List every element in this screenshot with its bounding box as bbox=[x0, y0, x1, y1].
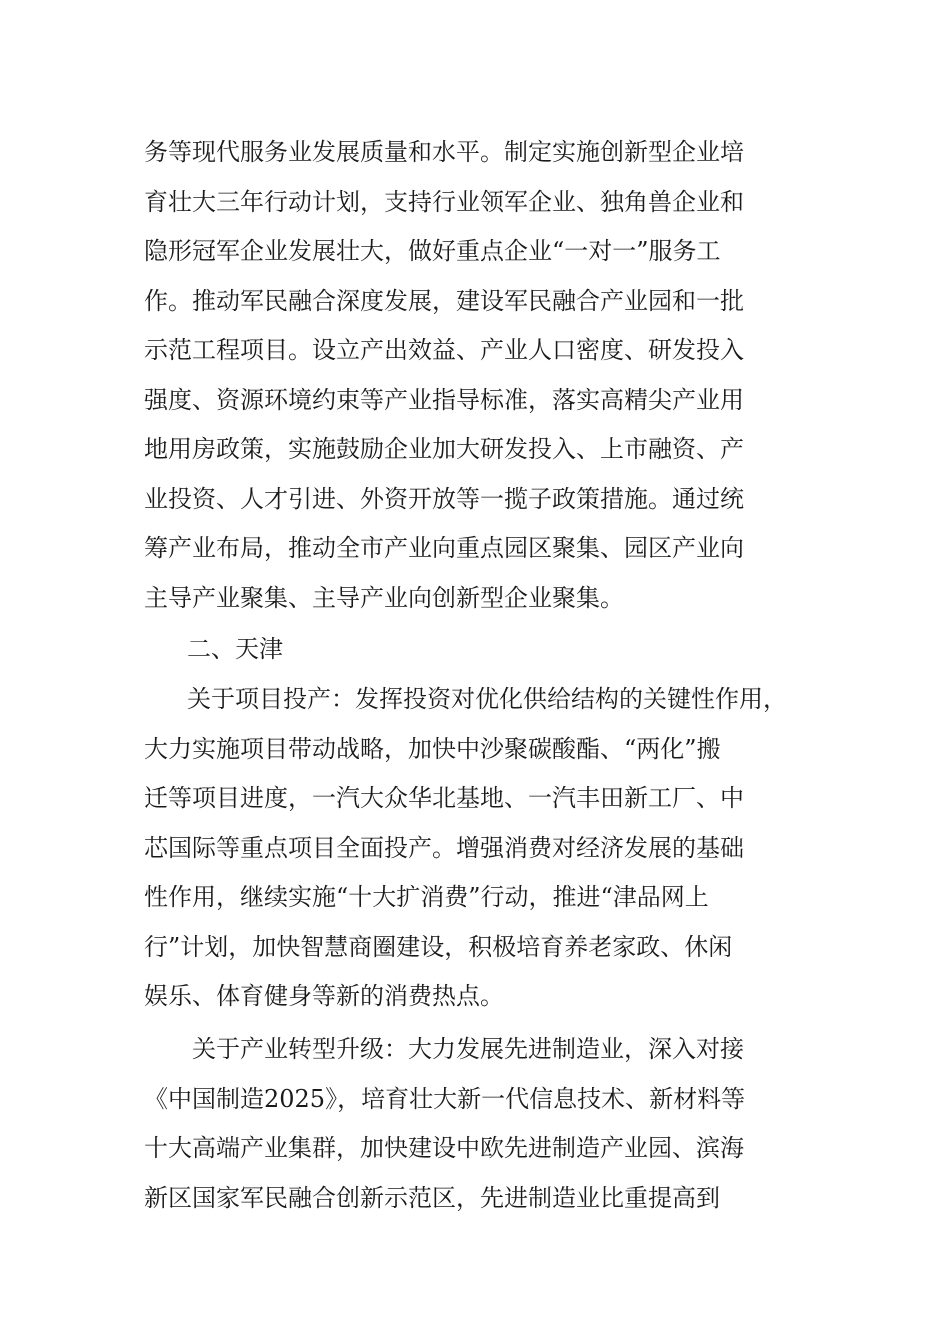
paragraph-line: 务等现代服务业发展质量和水平。制定实施创新型企业培 bbox=[144, 138, 744, 166]
paragraph-line: 业投资、人才引进、外资开放等一揽子政策措施。通过统 bbox=[144, 484, 744, 513]
paragraph-line: 示范工程项目。设立产出效益、产业人口密度、研发投入 bbox=[144, 336, 744, 364]
paragraph-line: 筹产业布局，推动全市产业向重点园区聚集、园区产业向 bbox=[144, 534, 744, 562]
paragraph-line: 新区国家军民融合创新示范区，先进制造业比重提高到 bbox=[144, 1183, 720, 1212]
paragraph-line: 主导产业聚集、主导产业向创新型企业聚集。 bbox=[144, 583, 624, 612]
paragraph-line: 《中国制造2025》，培育壮大新一代信息技术、新材料等 bbox=[144, 1084, 746, 1113]
paragraph-line: 大力实施项目带动战略，加快中沙聚碳酸酯、“两化”搬 bbox=[144, 734, 721, 763]
paragraph-line: 性作用，继续实施“十大扩消费”行动，推进“津品网上 bbox=[144, 883, 709, 911]
paragraph-line: 芯国际等重点项目全面投产。增强消费对经济发展的基础 bbox=[144, 833, 744, 862]
paragraph-line: 关于项目投产：发挥投资对优化供给结构的关键性作用， bbox=[187, 685, 787, 713]
section-heading-tianjin bbox=[144, 625, 824, 675]
paragraph-services bbox=[144, 128, 824, 623]
paragraph-line: 娱乐、体育健身等新的消费热点。 bbox=[144, 982, 504, 1010]
paragraph-line: 育壮大三年行动计划，支持行业领军企业、独角兽企业和 bbox=[144, 187, 744, 216]
paragraph-line: 关于产业转型升级：大力发展先进制造业，深入对接 bbox=[192, 1035, 744, 1063]
paragraph-line: 隐形冠军企业发展壮大，做好重点企业“一对一”服务工 bbox=[144, 237, 721, 265]
paragraph-line: 迁等项目进度，一汽大众华北基地、一汽丰田新工厂、中 bbox=[144, 784, 744, 812]
paragraph-line: 作。推动军民融合深度发展，建设军民融合产业园和一批 bbox=[144, 286, 744, 315]
section-heading: 二、天津 bbox=[187, 635, 283, 663]
paragraph-industry-upgrade bbox=[144, 1025, 824, 1223]
paragraph-line: 十大高端产业集群，加快建设中欧先进制造产业园、滨海 bbox=[144, 1134, 744, 1162]
paragraph-line: 强度、资源环境约束等产业指导标准，落实高精尖产业用 bbox=[144, 385, 744, 414]
paragraph-line: 地用房政策，实施鼓励企业加大研发投入、上市融资、产 bbox=[144, 435, 744, 463]
paragraph-project-production bbox=[144, 675, 824, 1022]
paragraph-line: 行”计划，加快智慧商圈建设，积极培育养老家政、休闲 bbox=[144, 932, 733, 961]
